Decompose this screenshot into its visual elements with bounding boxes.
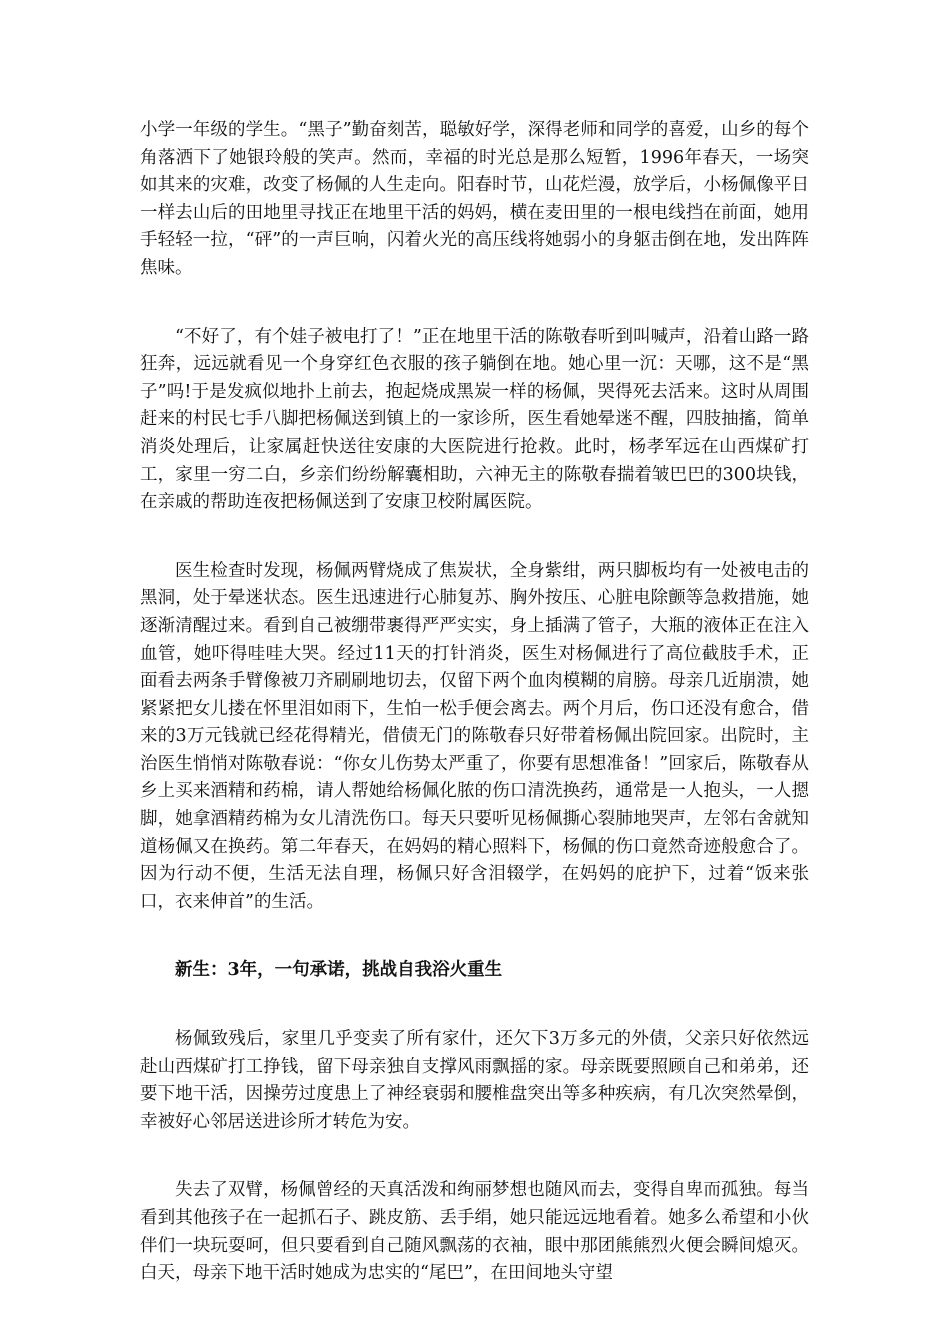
paragraph-family-hardship: 杨佩致残后，家里几乎变卖了所有家什，还欠下3万多元的外债，父亲只好依然远赴山西煤矿打工挣钱，留下母亲独自支撑风雨飘摇的家。母亲既要照顾自己和弟弟，还要下地干活，因操劳过度患上了神经衰弱和腰椎盘突出等多种疾病，有几次突然晕倒，幸被好心邻居送进诊所才转危为安。: [140, 1029, 809, 1132]
document-body: [140, 117, 809, 1288]
paragraph-lost-arms: 失去了双臂，杨佩曾经的天真活泼和绚丽梦想也随风而去，变得自卑而孤独。每当看到其他孩子在一起抓石子、跳皮筋、丢手绢，她只能远远地看着。她多么希望和小伙伴们一块玩耍呵，但只要看到自己随风飘荡的衣袖，眼中那团熊熊烈火便会瞬间熄灭。白天，母亲下地干活时她成为忠实的“尾巴”，在田间地头守望: [140, 1180, 809, 1284]
section-heading-rebirth: 新生：3年，一句承诺，挑战自我浴火重生: [175, 960, 503, 981]
paragraph-rescue: “不好了，有个娃子被电打了！”正在地里干活的陈敬春听到叫喊声，沿着山路一路狂奔，远远就看见一个身穿红色衣服的孩子躺倒在地。她心里一沉：天哪，这不是“黑子”吗!于是发疯似地扑上前去，抱起烧成黑炭一样的杨佩，哭得死去活来。这时从周围赶来的村民七手八脚把杨佩送到镇上的一家诊所，医生看她晕迷不醒，四肢抽搐，简单消炎处理后，让家属赶快送往安康的大医院进行抢救。此时，杨孝军远在山西煤矿打工，家里一穷二白，乡亲们纷纷解囊相助，六神无主的陈敬春揣着皱巴巴的300块钱，在亲戚的帮助连夜把杨佩送到了安康卫校附属医院。: [140, 326, 809, 513]
paragraph-hospital: 医生检查时发现，杨佩两臂烧成了焦炭状，全身紫绀，两只脚板均有一处被电击的黑洞，处于晕迷状态。医生迅速进行心肺复苏、胸外按压、心脏电除颤等急救措施，她逐渐清醒过来。看到自己被绷带裹得严严实实，身上插满了管子，大瓶的液体正在注入血管，她吓得哇哇大哭。经过11天的打针消炎，医生对杨佩进行了高位截肢手术，正面看去两条手臂像被刀齐刷刷地切去，仅留下两个血肉模糊的肩膀。母亲几近崩溃，她紧紧把女儿搂在怀里泪如雨下，生怕一松手便会离去。两个月后，伤口还没有愈合，借来的3万元钱就已经花得精光，借债无门的陈敬春只好带着杨佩出院回家。出院时，主治医生悄悄对陈敬春说：“你女儿伤势太严重了，你要有思想准备！”回家后，陈敬春从乡上买来酒精和药棉，请人帮她给杨佩化脓的伤口清洗换药，通常是一人抱头，一人摁脚，她拿酒精药棉为女儿清洗伤口。每天只要听见杨佩撕心裂肺地哭声，左邻右舍就知道杨佩又在换药。第二年春天，在妈妈的精心照料下，杨佩的伤口竟然奇迹般愈合了。因为行动不便，生活无法自理，杨佩只好含泪辍学，在妈妈的庇护下，过着“饭来张口，衣来伸首”的生活。: [140, 560, 809, 912]
paragraph-accident-intro: 小学一年级的学生。“黑子”勤奋刻苦，聪敏好学，深得老师和同学的喜爱，山乡的每个角落洒下了她银玲般的笑声。然而，幸福的时光总是那么短暂，1996年春天，一场突如其来的灾难，改变了杨佩的人生走向。阳春时节，山花烂漫，放学后，小杨佩像平日一样去山后的田地里寻找正在地里干活的妈妈，横在麦田里的一根电线挡在前面，她用手轻轻一拉，“砰”的一声巨响，闪着火光的高压线将她弱小的身躯击倒在地，发出阵阵焦味。: [140, 120, 809, 278]
